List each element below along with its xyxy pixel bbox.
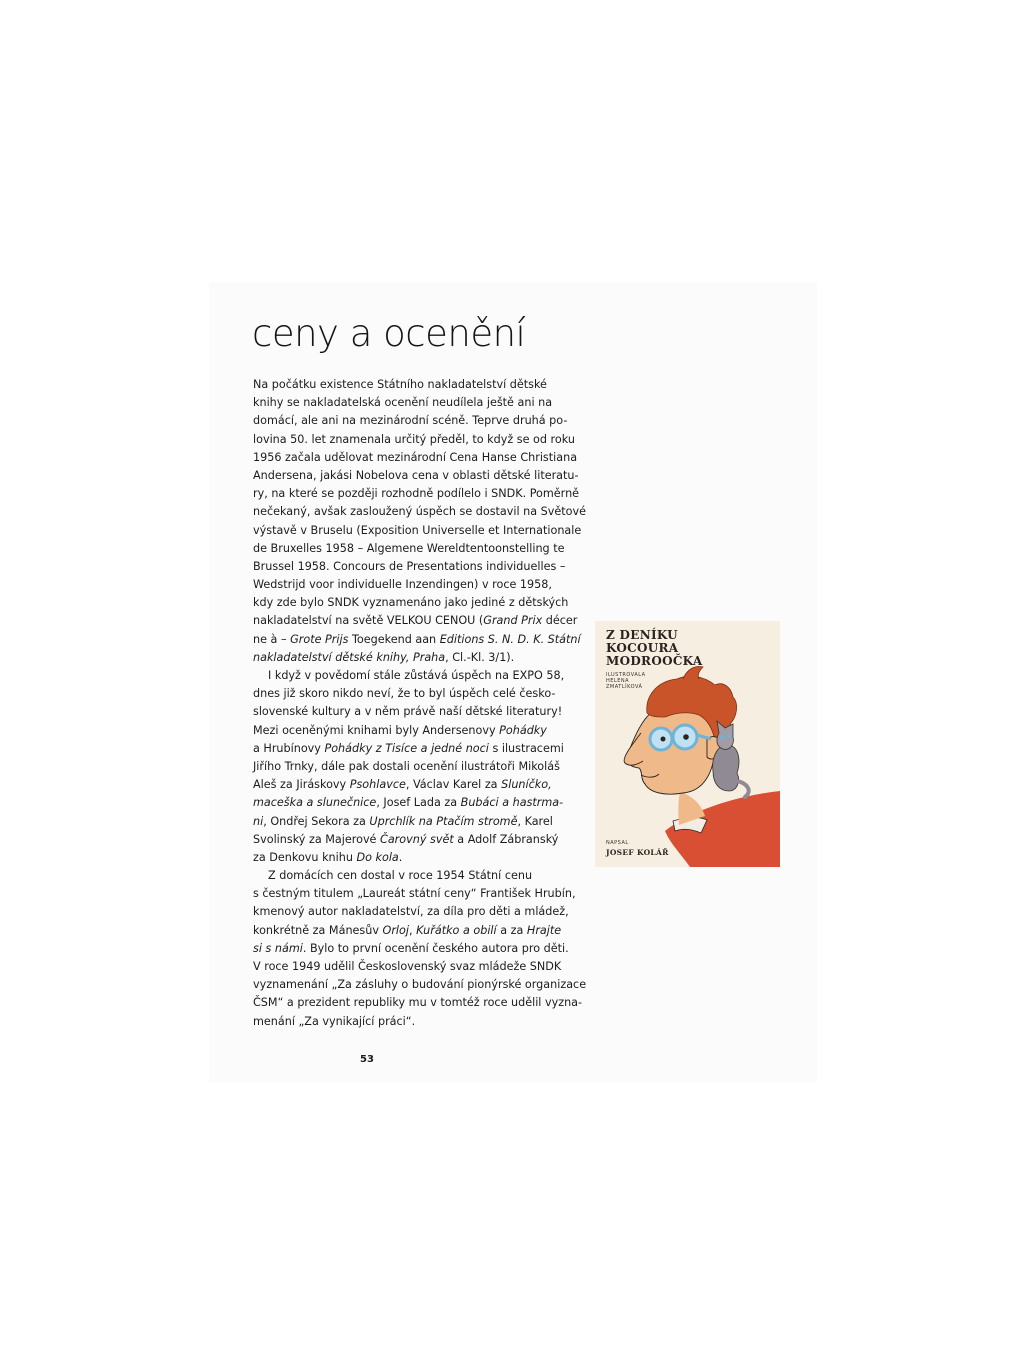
text-run: décer [542,614,578,628]
text-line [253,831,563,849]
text-line [253,1013,563,1031]
text-line [253,412,568,430]
text-run: , Josef Lada za [376,796,461,810]
text-line [253,612,578,630]
text-run: a Hrubínovy [253,741,325,755]
text-run: Toegekend aan [348,632,440,646]
text-run: 1956 začala udělovat mezinárodní Cena Hanse Christiana [253,450,578,464]
text-run: vyznamenání „Za zásluhy o budování pionýrské organizace [253,978,587,992]
text-line [253,631,581,649]
text-line [253,885,576,903]
text-line [253,376,563,394]
text-run: kmenový autor nakladatelství, za díla pro děti a mládež, [253,905,569,919]
text-line [253,558,566,576]
italic-text: Editions S. N. D. K. Státní [439,632,581,646]
italic-text: ni [253,814,264,828]
italic-text: Pohádky z Tisíce a jedné noci [324,741,489,755]
text-line [253,594,569,612]
text-line [253,540,563,558]
cover-cat-body [713,745,739,791]
italic-text: nakladatelství dětské knihy, Praha [253,650,446,664]
text-line [253,685,563,703]
body-text [253,376,587,1031]
cover-author: JOSEF KOLÁŘ [606,848,669,857]
italic-text: Kuřátko a obilí [416,923,497,937]
italic-text: Do kola [356,850,399,864]
text-run: Brussel 1958. Concours de Presentations individuelles – [253,559,566,573]
cover-eye-left [661,737,666,742]
text-run: de Bruxelles 1958 – Algemene Wereldtentoonstelling te [253,541,565,555]
text-run: s čestným titulem „Laureát státní ceny“ František Hrubín, [253,887,576,901]
text-line [253,940,569,958]
text-line [253,467,579,485]
text-run: slovenské kultury a v něm právě naší dětské literatury! [253,705,563,719]
text-run: za Denkovu knihu [253,850,357,864]
italic-text: Hrajte [526,923,562,937]
text-line [253,576,563,594]
text-line [253,776,563,794]
text-run: konkrétně za Mánesův [253,923,383,937]
text-run: ry, na které se později rozhodně podílelo i SNDK. Poměrně [253,487,580,501]
italic-text: Orloj [382,923,409,937]
italic-text: si s námi [253,941,303,955]
text-line [253,485,580,503]
italic-text: Uprchlík na Ptačím stromě [369,814,518,828]
text-run: kdy zde bylo SNDK vyznamenáno jako jediné z dětských [253,596,569,610]
text-run: ČSM“ a prezident republiky mu v tomtéž roce udělil vyzna- [253,996,583,1010]
page-number: 53 [360,1054,374,1065]
text-run: Aleš za Jiráskovy [253,778,350,792]
text-run: a za [496,923,527,937]
text-run: , Václav Karel za [405,778,502,792]
italic-text: Sluníčko, [501,778,552,792]
text-run: dnes již skoro nikdo neví, že to byl úspěch celé česko- [253,687,556,701]
text-run: , Cl.-Kl. 3/1). [445,650,515,664]
cover-cat-eye-2 [727,734,731,738]
text-line [253,649,563,667]
text-run: , Karel [517,814,553,828]
text-run: lovina 50. let znamenala určitý předěl, to když se od roku [253,432,575,446]
cover-glasses-bridge [672,737,673,738]
cover-illustrator: ILUSTROVALA HELENA ZMATLÍKOVÁ [606,672,646,690]
text-line [253,958,563,976]
text-run: , Ondřej Sekora za [263,814,370,828]
italic-text: Pohádky [499,723,547,737]
text-line [253,794,563,812]
text-run: domácí, ale ani na mezinárodní scéně. Teprve druhá po- [253,414,568,428]
text-run: Andersena, jakási Nobelova cena v oblasti dětské literatu- [253,468,579,482]
text-run: menání „Za vynikající práci“. [253,1014,416,1028]
text-run: Wedstrijd voor individuelle Inzendingen) v roce 1958, [253,578,552,592]
cover-author-label: NAPSAL [606,840,629,846]
text-run: I když v povědomí stále zůstává úspěch na EXPO 58, [268,669,565,682]
text-run: . [398,850,403,864]
text-line [253,903,569,921]
text-line [253,431,575,449]
text-run: ne à – [253,632,291,646]
text-line [253,394,563,412]
text-run: s ilustracemi [488,741,564,755]
text-line [253,449,578,467]
text-line [253,922,563,940]
italic-text: Grote Prijs [290,632,349,646]
text-run: Z domácích cen dostal v roce 1954 Státní cenu [268,869,533,883]
text-run: nakladatelství na světě VELKOU CENOU ( [253,614,484,628]
cover-eye-right [683,734,689,740]
text-run: Jiřího Trnky, dále pak dostali ocenění ilustrátoři Mikoláš [253,759,560,773]
book-cover-image [595,621,780,867]
text-run: výstavě v Bruselu (Exposition Universelle et Internationale [253,523,582,537]
text-run: Svolinský za Majerové [253,832,381,846]
text-line [253,703,563,721]
text-line [253,867,563,885]
text-run: . Bylo to první ocenění českého autora pro děti. [302,941,569,955]
text-run: Mezi oceněnými knihami byly Andersenovy [253,723,500,737]
text-run: , [408,923,417,937]
page-title: ceny a ocenění [252,312,526,355]
text-line [253,722,563,740]
text-line [253,667,563,685]
cover-nose [624,733,643,765]
text-line [253,740,563,758]
text-line [253,522,582,540]
text-run: V roce 1949 udělil Československý svaz mládeže SNDK [253,960,562,973]
italic-text: Bubáci a hastrma- [460,796,564,810]
text-line [253,503,587,521]
cover-cat-tail [737,781,749,797]
italic-text: maceška a slunečnice [253,796,377,810]
cover-cat-eye [720,735,724,739]
text-run: knihy se nakladatelská ocenění neudílela ještě ani na [253,396,553,410]
text-line [253,758,563,776]
text-line [253,976,587,994]
italic-text: Grand Prix [483,614,543,628]
text-run: a Adolf Zábranský [453,832,559,846]
text-run: nečekaný, avšak zasloužený úspěch se dostavil na Světové [253,505,587,519]
italic-text: Psohlavce [349,778,406,792]
italic-text: Čarovný svět [380,832,454,846]
text-line [253,813,563,831]
text-line [253,994,583,1012]
text-run: Na počátku existence Státního nakladatelství dětské [253,378,547,391]
cover-title: Z DENÍKU KOCOURA MODROOČKA [606,628,703,668]
text-line [253,849,563,867]
